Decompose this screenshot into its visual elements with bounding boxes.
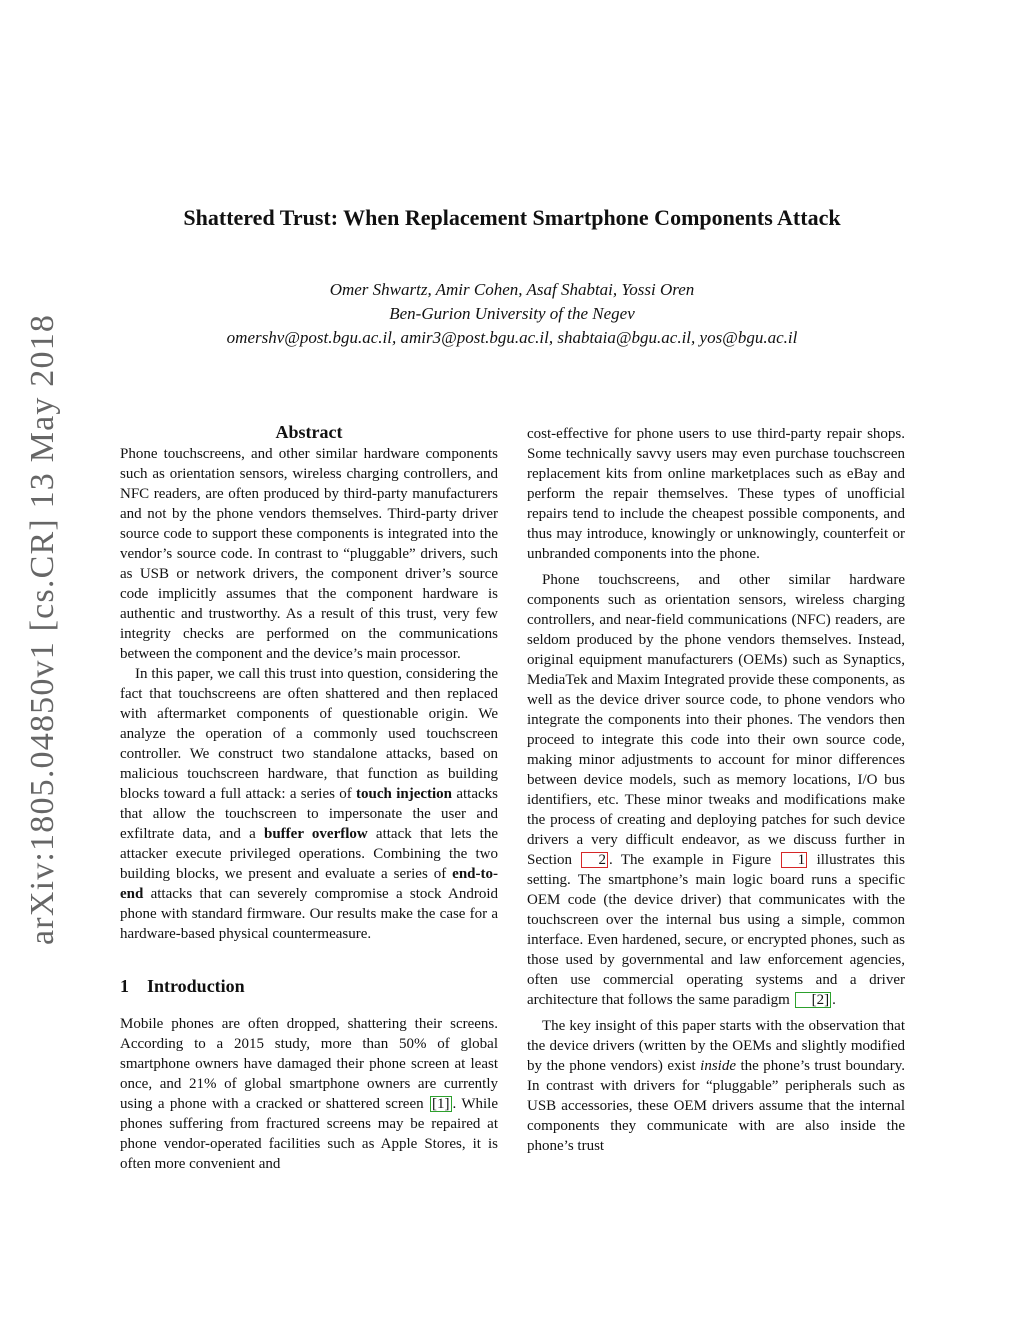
abstract-text: attack that lets the attacker execute privileged operations. Combining the two building blocks, we present and evaluate a series of — [120, 826, 498, 882]
intro-paragraph-2 — [527, 570, 905, 1010]
section-title: Introduction — [147, 976, 245, 996]
author-block — [0, 278, 1024, 350]
intro-emphasis: inside — [700, 1058, 737, 1074]
intro-text: Mobile phones are often dropped, shattering their screens. According to a 2015 study, more than 50% of global smartphone owners have damaged their phone screen at least once, and 21% of global smartphone owners are currently using a phone with a cracked or shattered screen — [120, 1016, 498, 1112]
author-names: Omer Shwartz, Amir Cohen, Asaf Shabtai, Yossi Oren — [329, 280, 695, 299]
intro-text: . The example in Figure — [608, 852, 780, 868]
intro-paragraph-continued: cost-effective for phone users to use third-party repair shops. Some technically savvy users may even purchase touchscreen replacement kits from online marketplaces such as eBay and perform the repair themselves. These types of unofficial repairs tend to include the cheapest possible components, and thus may introduce, knowingly or unknowingly, counterfeit or unbranded components into the phone. — [527, 426, 905, 562]
intro-text: . While phones suffering from fractured screens may be repaired at phone vendor-operated facilities such as Apple Stores, it is often more convenient and — [120, 1096, 498, 1172]
intro-paragraph-3 — [527, 1016, 905, 1156]
figure-reference-link[interactable]: 1 — [781, 852, 808, 868]
citation-link[interactable]: [1] — [432, 1096, 450, 1112]
paper-title: Shattered Trust: When Replacement Smartphone Components Attack — [183, 205, 841, 230]
author-affiliation: Ben-Gurion University of the Negev — [389, 304, 635, 323]
intro-paragraph-1 — [120, 1014, 498, 1174]
abstract-text: attacks that allow the touchscreen to impersonate the user and exfiltrate data, and a — [120, 786, 498, 842]
arxiv-stamp: arXiv:1805.04850v1 [cs.CR] 13 May 2018 — [24, 313, 61, 945]
abstract-text: attacks that can severely compromise a stock Android phone with standard firmware. Our results make the case for a hardware-based physical countermeasure. — [120, 886, 498, 942]
author-emails: omershv@post.bgu.ac.il, amir3@post.bgu.ac.il, shabtaia@bgu.ac.il, yos@bgu.ac.il — [226, 328, 798, 347]
intro-text: the phone’s trust boundary. In contrast with drivers for “pluggable” peripherals such as USB accessories, these OEM drivers assume that the internal components they communicate with are also inside the phone’s trust — [527, 1058, 905, 1154]
right-column — [527, 424, 905, 1156]
abstract-emphasis: touch injection — [356, 786, 453, 802]
section-number: 1 — [120, 976, 129, 996]
section-reference-link[interactable]: 2 — [581, 852, 608, 868]
citation-link[interactable]: [2] — [795, 992, 832, 1008]
abstract-paragraph-2 — [120, 664, 498, 944]
abstract-text: In this paper, we call this trust into question, considering the fact that touchscreens are often shattered and then replaced with aftermarket components of questionable origin. We analyze the operation of a commonly used touchscreen controller. We construct two standalone attacks, based on malicious touchscreen hardware, that function as building blocks toward a full attack: a series of — [120, 666, 498, 802]
left-column — [120, 420, 498, 1174]
section-heading-introduction — [120, 974, 498, 998]
abstract-emphasis: end-to-end — [120, 866, 498, 902]
abstract-heading: Abstract — [275, 422, 343, 442]
intro-text: . — [832, 992, 836, 1008]
abstract-paragraph-1: Phone touchscreens, and other similar hardware components such as orientation sensors, wireless charging controllers, and NFC readers, are often produced by third-party manufacturers and not by the phone vendors themselves. Third-party driver source code to support these components is integrated into the vendor’s source code. In contrast to “pluggable” drivers, such as USB or network drivers, the component driver’s source code implicitly assumes that the component hardware is authentic and trustworthy. As a result of this trust, very few integrity checks are performed on the communications between the component and the device’s main processor. — [120, 446, 498, 662]
intro-text: The key insight of this paper starts with the observation that the device drivers (written by the OEMs and slightly modified by the phone vendors) exist — [527, 1018, 905, 1074]
intro-text: illustrates this setting. The smartphone’s main logic board runs a specific OEM code (the device driver) that communicates with the touchscreen over the internal bus using a simple, common interface. Even hardened, secure, or encrypted phones, such as those used by governmental and law enforcement agencies, often use commercial operating systems and a driver architecture that follows the same paradigm — [527, 852, 906, 1008]
intro-text: Phone touchscreens, and other similar hardware components such as orientation sensors, wireless charging controllers, and near-field communications (NFC) readers, are seldom produced by the phone vendors themselves. Instead, original equipment manufacturers (OEMs) such as Synaptics, MediaTek and Maxim Integrated provide these components, as well as the device driver source code, to phone vendors who integrate the components into their phones. The vendors then proceed to integrate this code into their own source code, making minor adjustments to account for minor differences between device models, such as memory locations, I/O bus identifiers, etc. These minor tweaks and modifications make the process of creating and deploying patches for such device drivers a very difficult endeavor, as we discuss further in Section — [527, 572, 906, 868]
abstract-emphasis: buffer overflow — [264, 826, 368, 842]
